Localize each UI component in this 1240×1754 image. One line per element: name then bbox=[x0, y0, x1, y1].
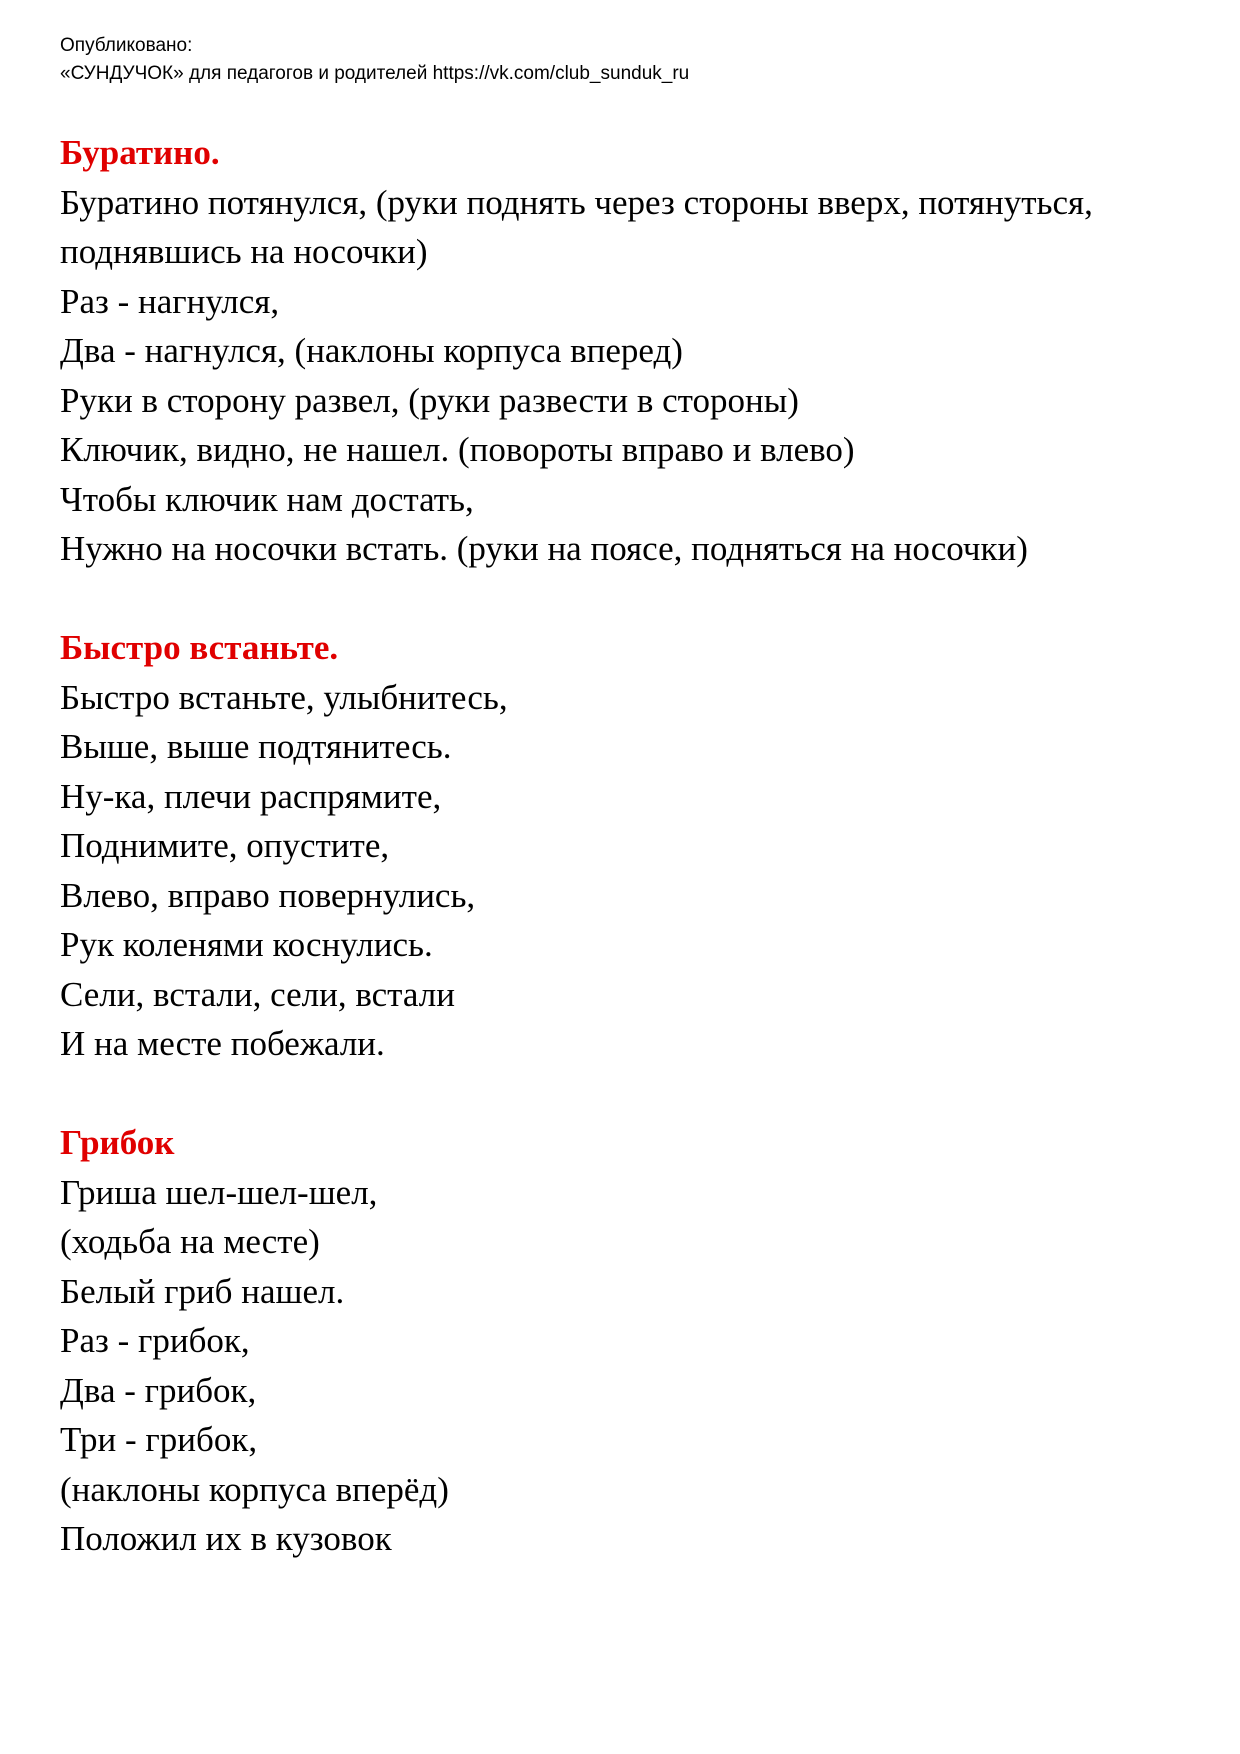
section-title: Грибок bbox=[60, 1123, 175, 1162]
section-gribok bbox=[60, 1118, 1200, 1564]
text-line: Два - грибок, bbox=[60, 1370, 257, 1410]
section-title: Буратино. bbox=[60, 133, 220, 172]
text-line: И на месте побежали. bbox=[60, 1024, 385, 1063]
text-line: Ключик, видно, не нашел. (повороты вправо и влево) bbox=[60, 430, 855, 469]
text-line: Рук коленями коснулись. bbox=[60, 925, 433, 964]
section-bystro-vstante bbox=[60, 623, 1200, 1069]
document-body bbox=[60, 128, 1200, 1613]
text-line: Раз - грибок, bbox=[60, 1321, 250, 1360]
text-line: Раз - нагнулся, bbox=[60, 281, 280, 321]
text-line: Руки в сторону развел, (руки развести в стороны) bbox=[60, 380, 799, 420]
text-line: Быстро встаньте, улыбнитесь, bbox=[60, 677, 508, 717]
text-line: Поднимите, опустите, bbox=[60, 826, 390, 865]
published-label: Опубликовано: bbox=[60, 35, 193, 56]
text-line: Три - грибок, bbox=[60, 1420, 258, 1459]
text-line: Два - нагнулся, (наклоны корпуса вперед) bbox=[60, 331, 683, 370]
section-title: Быстро встаньте. bbox=[60, 628, 339, 667]
publication-header bbox=[60, 32, 689, 88]
text-line: Ну-ка, плечи распрямите, bbox=[60, 776, 442, 816]
text-line: (наклоны корпуса вперёд) bbox=[60, 1469, 449, 1509]
text-line: (ходьба на месте) bbox=[60, 1222, 320, 1261]
text-line: Влево, вправо повернулись, bbox=[60, 875, 476, 915]
text-line: поднявшись на носочки) bbox=[60, 232, 428, 271]
text-line: Нужно на носочки встать. (руки на поясе, подняться на носочки) bbox=[60, 529, 1028, 568]
text-line: Буратино потянулся, (руки поднять через стороны вверх, потянуться, bbox=[60, 182, 1093, 222]
text-line: Гриша шел-шел-шел, bbox=[60, 1172, 378, 1212]
publisher-info: «СУНДУЧОК» для педагогов и родителей https://vk.com/club_sunduk_ru bbox=[60, 63, 690, 84]
text-line: Чтобы ключик нам достать, bbox=[60, 479, 474, 519]
text-line: Сели, встали, сели, встали bbox=[60, 974, 455, 1014]
text-line: Белый гриб нашел. bbox=[60, 1271, 345, 1311]
text-line: Положил их в кузовок bbox=[60, 1519, 392, 1558]
text-line: Выше, выше подтянитесь. bbox=[60, 727, 452, 766]
section-buratino bbox=[60, 128, 1200, 574]
